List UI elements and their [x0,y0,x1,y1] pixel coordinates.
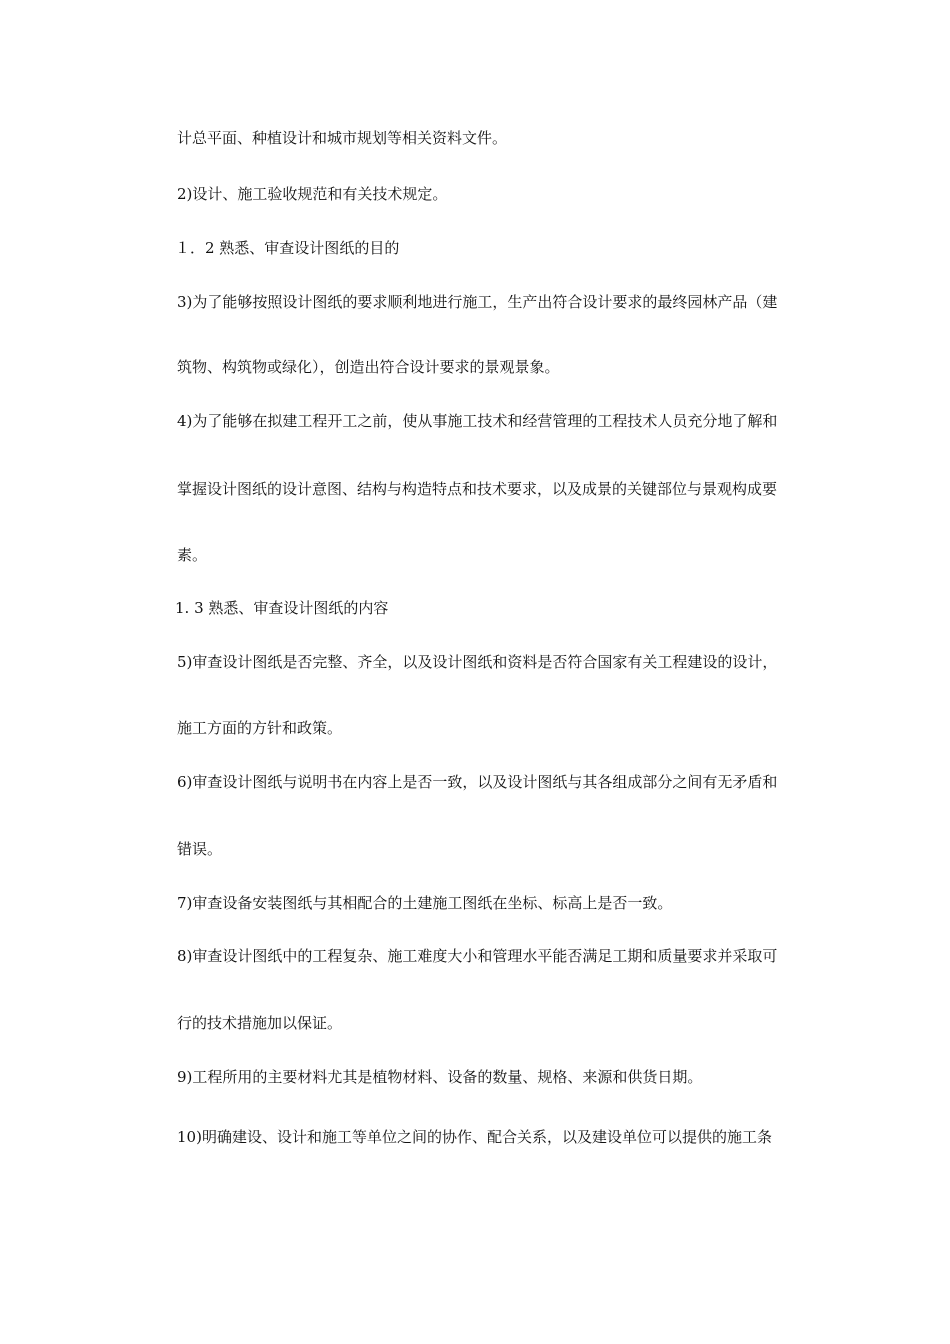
list-item: 6)审查设计图纸与说明书在内容上是否一致，以及设计图纸与其各组成部分之间有无矛盾和 [177,773,778,791]
text-line: 错误。 [177,840,223,858]
list-item: 8)审查设计图纸中的工程复杂、施工难度大小和管理水平能否满足工期和质量要求并采取可 [177,947,778,965]
text-line: 素。 [177,546,208,564]
list-item: 4)为了能够在拟建工程开工之前，使从事施工技术和经营管理的工程技术人员充分地了解和 [177,412,778,430]
list-item: 3)为了能够按照设计图纸的要求顺利地进行施工，生产出符合设计要求的最终园林产品（建 [177,293,778,311]
section-heading: 1. 3 熟悉、审查设计图纸的内容 [175,599,389,617]
list-item: 10)明确建设、设计和施工等单位之间的协作、配合关系，以及建设单位可以提供的施工条 [177,1128,772,1146]
text-line: 筑物、构筑物或绿化），创造出符合设计要求的景观景象。 [177,358,560,376]
list-item: 9)工程所用的主要材料尤其是植物材料、设备的数量、规格、来源和供货日期。 [177,1068,703,1086]
text-line: 行的技术措施加以保证。 [177,1014,343,1032]
text-line: 施工方面的方针和政策。 [177,719,343,737]
list-item: 7)审查设备安装图纸与其相配合的土建施工图纸在坐标、标高上是否一致。 [177,894,673,912]
section-heading: １．2 熟悉、审查设计图纸的目的 [175,239,400,257]
list-item: 2)设计、施工验收规范和有关技术规定。 [177,185,448,203]
text-line: 计总平面、种植设计和城市规划等相关资料文件。 [177,129,508,147]
list-item: 5)审查设计图纸是否完整、齐全，以及设计图纸和资料是否符合国家有关工程建设的设计， [177,653,778,671]
text-line: 掌握设计图纸的设计意图、结构与构造特点和技术要求，以及成景的关键部位与景观构成要 [177,480,778,498]
